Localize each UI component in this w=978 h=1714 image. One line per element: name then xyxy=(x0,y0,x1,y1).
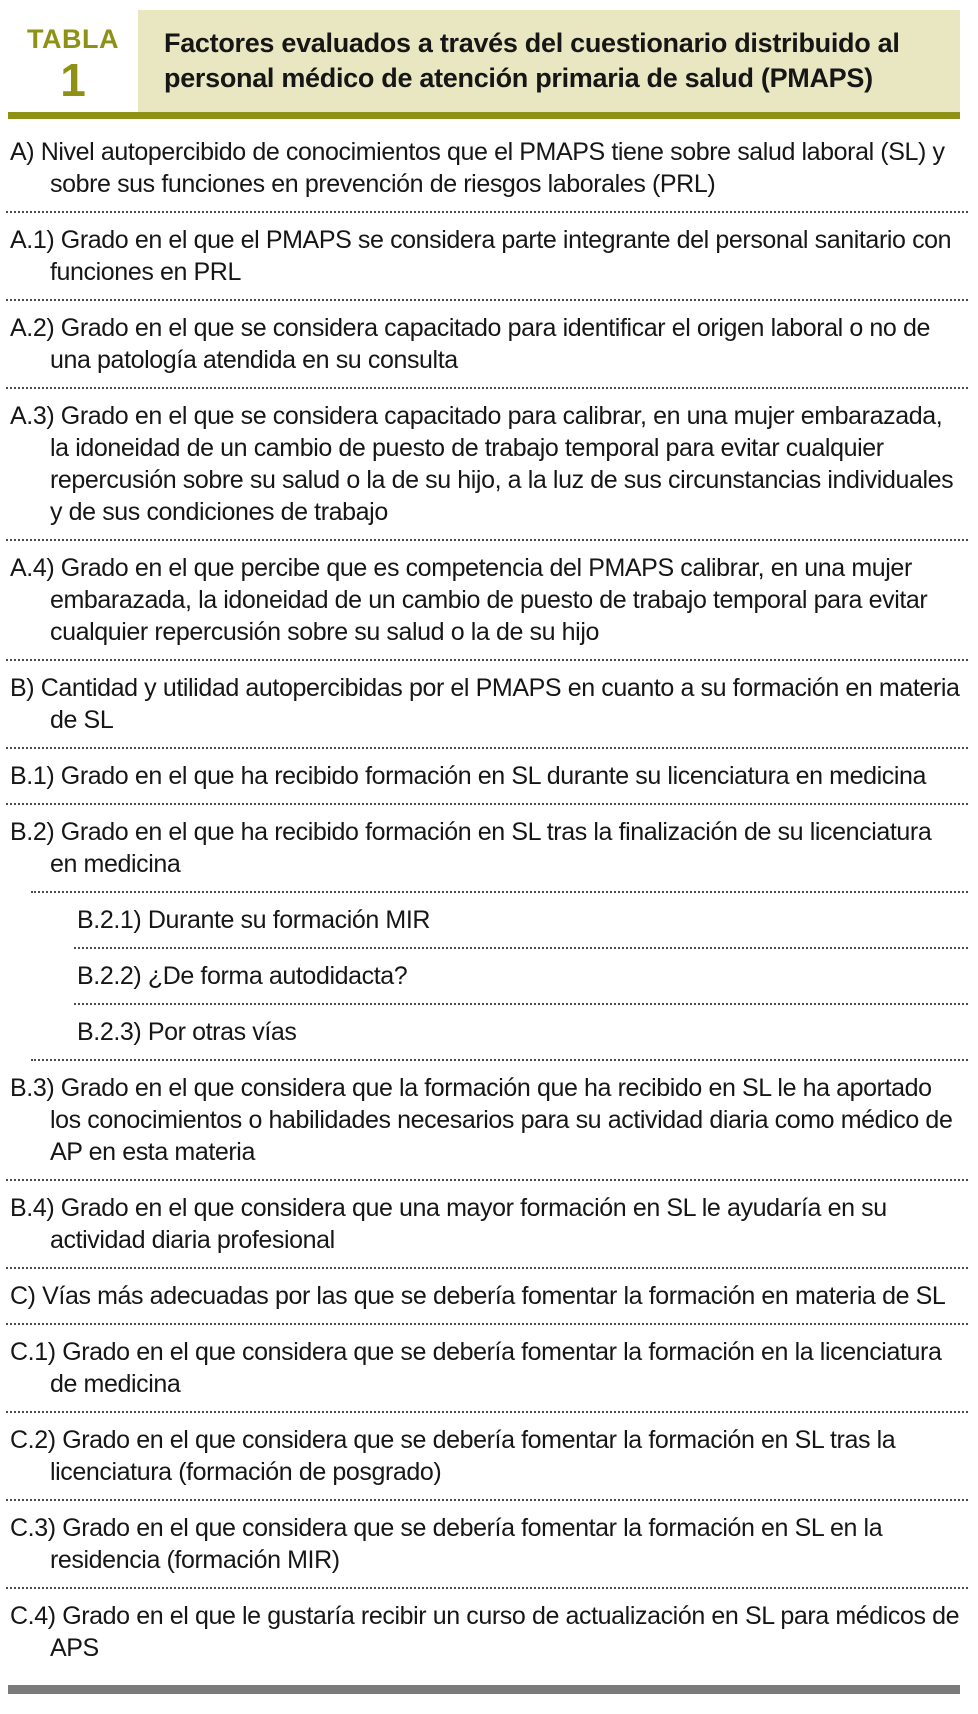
table-label-block xyxy=(8,10,138,112)
item-c-4 xyxy=(4,1589,968,1675)
item-label: B.3) xyxy=(10,1074,55,1103)
item-c xyxy=(4,1269,968,1323)
item-label: C.4) xyxy=(10,1602,56,1631)
item-c-1 xyxy=(4,1325,968,1411)
item-a xyxy=(4,125,968,211)
item-label: B.2.2) xyxy=(77,962,142,991)
factor-list xyxy=(0,119,978,1675)
item-b-2-3 xyxy=(4,1005,968,1059)
item-text: Grado en el que ha recibido formación en SL durante su licenciatura en medicina xyxy=(60,762,927,791)
table-title: Factores evaluados a través del cuestionario distribuido al personal médico de atención primaria de salud (PMAPS) xyxy=(164,28,900,94)
item-label: C.2) xyxy=(10,1426,56,1455)
item-text: Grado en el que considera que una mayor formación en SL le ayudaría en su actividad diaria profesional xyxy=(50,1194,887,1255)
item-text: Grado en el que ha recibido formación en SL tras la finalización de su licenciatura en medicina xyxy=(50,818,932,879)
item-b-1 xyxy=(4,749,968,803)
item-c-2 xyxy=(4,1413,968,1499)
item-label: B.2.3) xyxy=(77,1018,142,1047)
item-b-3 xyxy=(4,1061,968,1179)
item-label: B.2) xyxy=(10,818,55,847)
item-label: C.1) xyxy=(10,1338,56,1367)
table-title-box xyxy=(138,10,960,112)
item-text: Grado en el que se considera capacitado para identificar el origen laboral o no de una patología atendida en su consulta xyxy=(50,314,930,375)
item-b-4 xyxy=(4,1181,968,1267)
item-text: Grado en el que considera que la formación que ha recibido en SL le ha aportado los conocimientos o habilidades necesarios para su actividad diaria como médico de AP en esta materia xyxy=(50,1074,953,1167)
item-text: Grado en el que considera que se debería fomentar la formación en SL tras la licenciatura (formación de posgrado) xyxy=(50,1426,896,1487)
item-text: Por otras vías xyxy=(147,1018,297,1047)
item-text: Grado en el que percibe que es competencia del PMAPS calibrar, en una mujer embarazada, la idoneidad de un cambio de puesto de trabajo temporal para evitar cualquier repercusión sobre su salud o la de su hijo xyxy=(50,554,928,647)
item-label: B.1) xyxy=(10,762,55,791)
item-label: B) xyxy=(10,674,35,703)
item-text: Cantidad y utilidad autopercibidas por el PMAPS en cuanto a su formación en materia de SL xyxy=(40,674,960,735)
item-text: ¿De forma autodidacta? xyxy=(147,962,408,991)
item-text: Nivel autopercibido de conocimientos que el PMAPS tiene sobre salud laboral (SL) y sobre sus funciones en prevención de riesgos laborales (PRL) xyxy=(40,138,945,199)
item-b xyxy=(4,661,968,747)
item-text: Grado en el que le gustaría recibir un curso de actualización en SL para médicos de APS xyxy=(50,1602,960,1663)
item-label: A.2) xyxy=(10,314,55,343)
item-label: C) xyxy=(10,1282,36,1311)
item-b-2 xyxy=(4,805,968,891)
item-c-3 xyxy=(4,1501,968,1587)
item-b-2-2 xyxy=(4,949,968,1003)
item-a-2 xyxy=(4,301,968,387)
item-b-2-1 xyxy=(4,893,968,947)
table-header xyxy=(8,10,960,112)
item-text: Durante su formación MIR xyxy=(147,906,431,935)
item-label: A.3) xyxy=(10,402,55,431)
item-label: B.4) xyxy=(10,1194,55,1223)
item-text: Grado en el que se considera capacitado para calibrar, en una mujer embarazada, la idoneidad de un cambio de puesto de trabajo temporal para evitar cualquier repercusión sobre su salud o la de su hijo, a la luz de sus circunstancias individuales y de sus condiciones de trabajo xyxy=(50,402,954,527)
item-text: Grado en el que considera que se debería fomentar la formación en SL en la residencia (formación MIR) xyxy=(50,1514,883,1575)
item-a-3 xyxy=(4,389,968,539)
item-label: A.1) xyxy=(10,226,55,255)
item-a-1 xyxy=(4,213,968,299)
bottom-rule xyxy=(8,1685,960,1694)
table-label: TABLA xyxy=(27,23,119,54)
item-text: Grado en el que considera que se debería fomentar la formación en la licenciatura de medicina xyxy=(50,1338,942,1399)
table-number: 1 xyxy=(60,53,86,106)
item-label: C.3) xyxy=(10,1514,56,1543)
item-label: B.2.1) xyxy=(77,906,142,935)
item-a-4 xyxy=(4,541,968,659)
header-rule xyxy=(8,112,960,119)
item-label: A) xyxy=(10,138,35,167)
item-text: Vías más adecuadas por las que se debería fomentar la formación en materia de SL xyxy=(42,1282,946,1311)
item-label: A.4) xyxy=(10,554,55,583)
item-text: Grado en el que el PMAPS se considera parte integrante del personal sanitario con funciones en PRL xyxy=(50,226,952,287)
